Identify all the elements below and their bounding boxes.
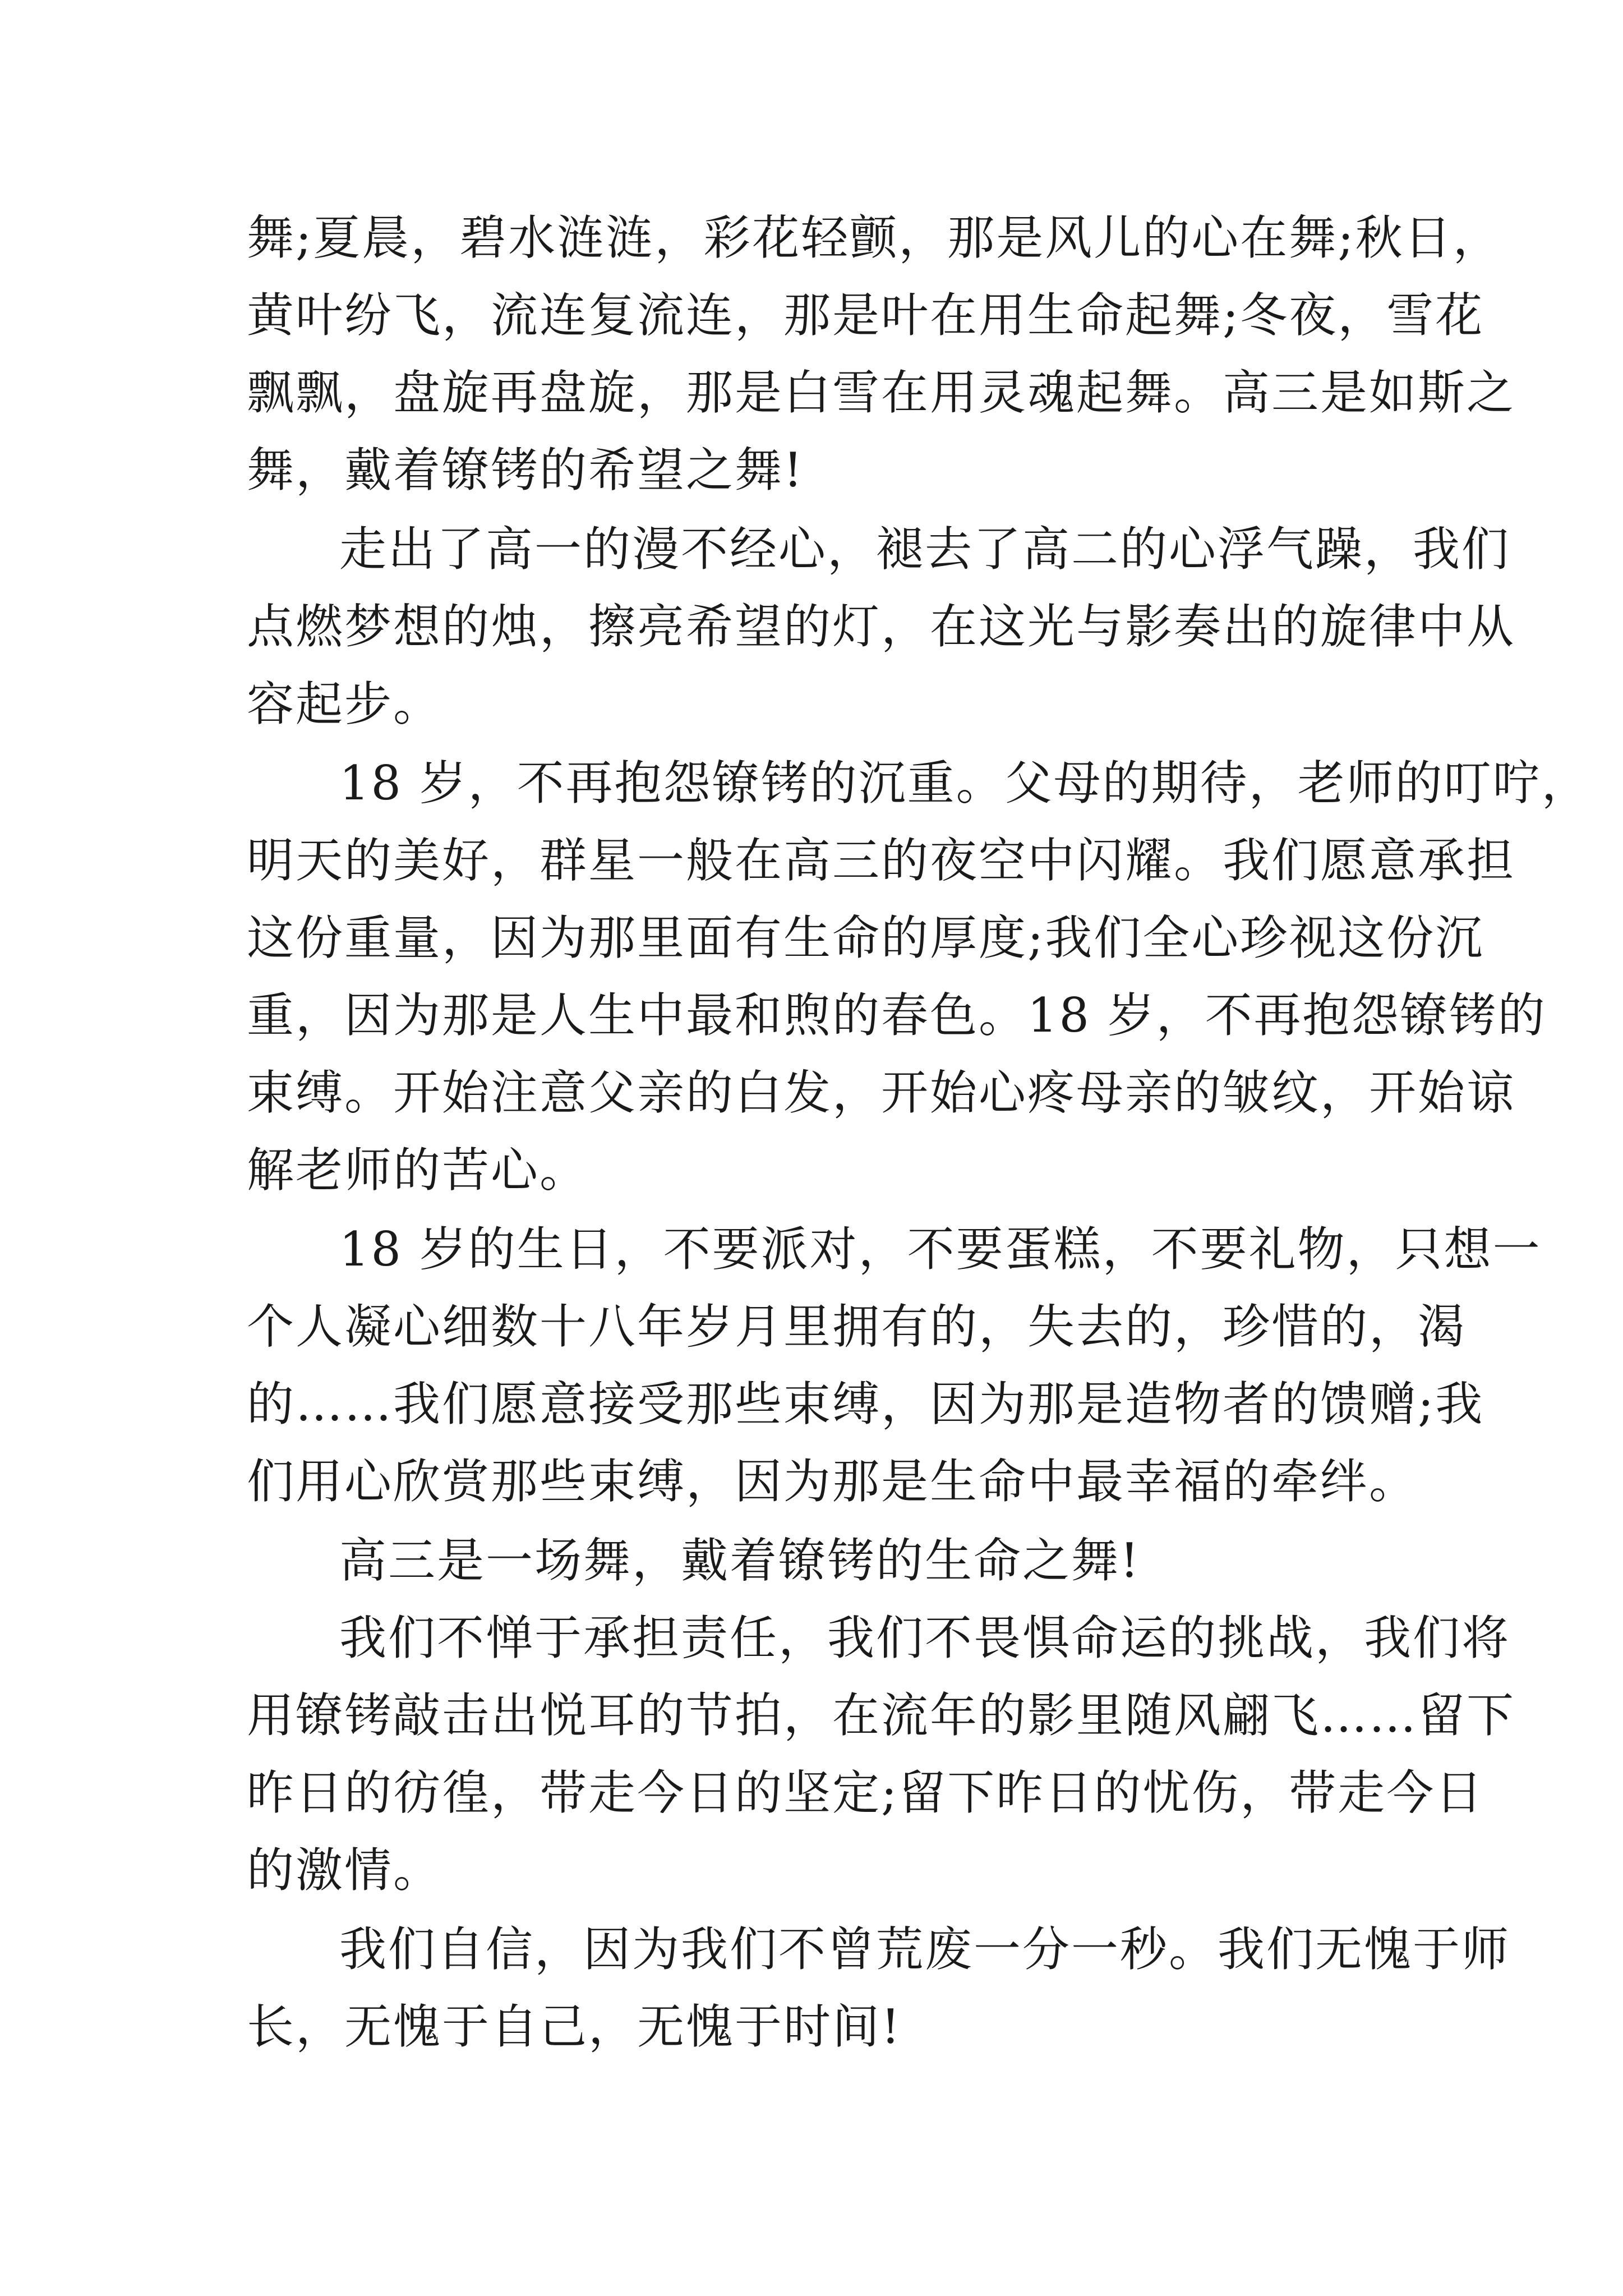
text-line: 们用心欣赏那些束缚，因为那是生命中最幸福的牵绊。 <box>247 1454 1418 1509</box>
text-line: 18 岁，不再抱怨镣铐的沉重。父母的期待，老师的叮咛， <box>339 756 1590 811</box>
text-line: 明天的美好，群星一般在高三的夜空中闪耀。我们愿意承担 <box>247 833 1516 888</box>
text-line: 昨日的彷徨，带走今日的坚定;留下昨日的忧伤，带走今日 <box>247 1765 1484 1820</box>
text-line: 走出了高一的漫不经心，褪去了高二的心浮气躁，我们 <box>339 522 1511 577</box>
text-line: 我们不惮于承担责任，我们不畏惧命运的挑战，我们将 <box>339 1611 1511 1665</box>
text-line: 重，因为那是人生中最和煦的春色。18 岁，不再抱怨镣铐的 <box>247 988 1547 1043</box>
text-line: 飘飘，盘旋再盘旋，那是白雪在用灵魂起舞。高三是如斯之 <box>247 365 1516 420</box>
text-line: 18 岁的生日，不要派对，不要蛋糕，不要礼物，只想一 <box>339 1222 1542 1277</box>
text-line: 用镣铐敲击出悦耳的节拍，在流年的影里随风翩飞……留下 <box>247 1688 1516 1743</box>
text-line: 这份重量，因为那里面有生命的厚度;我们全心珍视这份沉 <box>247 910 1484 965</box>
text-line: 舞;夏晨，碧水涟涟，彩花轻颤，那是风儿的心在舞;秋日， <box>247 210 1502 265</box>
text-line: 点燃梦想的烛，擦亮希望的灯，在这光与影奏出的旋律中从 <box>247 599 1516 654</box>
text-line: 的……我们愿意接受那些束缚，因为那是造物者的馈赠;我 <box>247 1377 1484 1432</box>
text-line: 我们自信，因为我们不曾荒废一分一秒。我们无愧于师 <box>339 1922 1511 1977</box>
text-line: 高三是一场舞，戴着镣铐的生命之舞! <box>339 1533 1141 1588</box>
text-line: 解老师的苦心。 <box>247 1143 589 1198</box>
text-line: 长，无愧于自己，无愧于时间! <box>247 1999 902 2054</box>
text-line: 舞，戴着镣铐的希望之舞! <box>247 443 804 498</box>
text-line: 束缚。开始注意父亲的白发，开始心疼母亲的皱纹，开始谅 <box>247 1065 1516 1120</box>
text-line: 黄叶纷飞，流连复流连，那是叶在用生命起舞;冬夜，雪花 <box>247 288 1484 343</box>
text-line: 的激情。 <box>247 1843 442 1898</box>
text-line: 容起步。 <box>247 677 442 731</box>
text-line: 个人凝心细数十八年岁月里拥有的，失去的，珍惜的，渴 <box>247 1299 1467 1354</box>
